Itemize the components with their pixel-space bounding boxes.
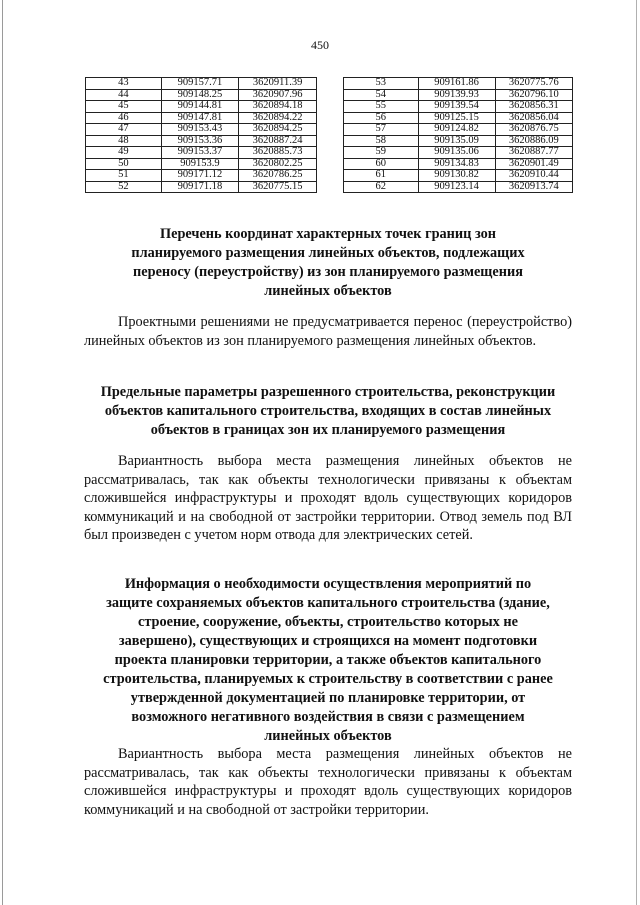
point-number-cell: 43 (86, 78, 162, 90)
coordinate-row (86, 89, 317, 101)
point-number-cell: 47 (86, 124, 162, 136)
heading-line: строение, сооружение, объекты, строительство которых не (138, 614, 518, 630)
point-number-cell: 60 (344, 158, 419, 170)
y-coordinate-cell: 3620901.49 (495, 158, 572, 170)
point-number-cell: 57 (344, 124, 419, 136)
point-number-cell: 54 (344, 89, 419, 101)
heading-line: возможного негативного воздействия в связи с размещением (131, 709, 525, 725)
point-number-cell: 58 (344, 135, 419, 147)
section2-text: Вариантность выбора места размещения линейных объектов не рассматривалась, так как объекты технологически привязаны к объектам сложившейся инфраструктуры и проходят вдоль существующих коридоров коммуникаций и на свободной от застройки территории. Отвод земель под ВЛ был произведен с учетом норм отвода для электрических сетей. (84, 453, 572, 544)
point-number-cell: 44 (86, 89, 162, 101)
y-coordinate-cell: 3620894.22 (239, 112, 317, 124)
section3-text: Вариантность выбора места размещения линейных объектов не рассматривалась, так как объекты технологически привязаны к объектам сложившейся инфраструктуры и проходят вдоль существующих коридоров коммуникаций и на свободной от застройки территории. (84, 746, 572, 818)
x-coordinate-cell: 909123.14 (418, 181, 495, 193)
y-coordinate-cell: 3620775.76 (495, 78, 572, 90)
x-coordinate-cell: 909153.37 (161, 147, 239, 159)
coordinate-row (344, 147, 573, 159)
section2-heading (84, 383, 572, 440)
y-coordinate-cell: 3620913.74 (495, 181, 572, 193)
y-coordinate-cell: 3620910.44 (495, 170, 572, 182)
section1-heading (84, 225, 572, 301)
y-coordinate-cell: 3620911.39 (239, 78, 317, 90)
page-number: 450 (311, 38, 329, 52)
coordinate-row (344, 158, 573, 170)
coordinate-row (344, 78, 573, 90)
scan-edge-left (2, 0, 3, 905)
point-number-cell: 61 (344, 170, 419, 182)
section1-text: Проектными решениями не предусматривается перенос (переустройство) линейных объектов из зон планируемого размещения линейных объектов. (84, 314, 572, 349)
y-coordinate-cell: 3620887.77 (495, 147, 572, 159)
heading-line: проекта планировки территории, а также объектов капитального (114, 652, 542, 668)
coordinate-row (344, 89, 573, 101)
coordinate-row (344, 135, 573, 147)
point-number-cell: 45 (86, 101, 162, 113)
point-number-cell: 52 (86, 181, 162, 193)
y-coordinate-cell: 3620885.73 (239, 147, 317, 159)
coordinate-row (344, 170, 573, 182)
x-coordinate-cell: 909125.15 (418, 112, 495, 124)
y-coordinate-cell: 3620894.18 (239, 101, 317, 113)
point-number-cell: 51 (86, 170, 162, 182)
y-coordinate-cell: 3620886.09 (495, 135, 572, 147)
x-coordinate-cell: 909148.25 (161, 89, 239, 101)
x-coordinate-cell: 909124.82 (418, 124, 495, 136)
x-coordinate-cell: 909139.54 (418, 101, 495, 113)
coordinate-row (86, 101, 317, 113)
y-coordinate-cell: 3620796.10 (495, 89, 572, 101)
x-coordinate-cell: 909134.83 (418, 158, 495, 170)
x-coordinate-cell: 909135.06 (418, 147, 495, 159)
point-number-cell: 48 (86, 135, 162, 147)
coordinates-table-right (343, 77, 573, 193)
scan-edge-right (636, 0, 637, 905)
coordinates-table-left (85, 77, 317, 193)
heading-line: планируемого размещения линейных объектов, подлежащих (131, 245, 525, 261)
heading-line: защите сохраняемых объектов капитального строительства (здание, (106, 595, 550, 611)
heading-line: завершено), существующих и строящихся на момент подготовки (118, 633, 538, 649)
x-coordinate-cell: 909135.09 (418, 135, 495, 147)
heading-line: строительства, планируемых к строительству в соответствии с ранее (103, 671, 553, 687)
coordinate-row (86, 112, 317, 124)
point-number-cell: 59 (344, 147, 419, 159)
heading-line: Информация о необходимости осуществления мероприятий по (124, 576, 532, 592)
point-number-cell: 53 (344, 78, 419, 90)
coordinate-row (86, 158, 317, 170)
point-number-cell: 56 (344, 112, 419, 124)
heading-line: линейных объектов (264, 728, 392, 744)
x-coordinate-cell: 909130.82 (418, 170, 495, 182)
coordinate-row (86, 78, 317, 90)
y-coordinate-cell: 3620907.96 (239, 89, 317, 101)
coordinate-row (86, 124, 317, 136)
coordinate-row (86, 135, 317, 147)
x-coordinate-cell: 909161.86 (418, 78, 495, 90)
x-coordinate-cell: 909171.12 (161, 170, 239, 182)
heading-line: объектов капитального строительства, входящих в состав линейных (104, 403, 552, 419)
x-coordinate-cell: 909171.18 (161, 181, 239, 193)
x-coordinate-cell: 909139.93 (418, 89, 495, 101)
heading-line: линейных объектов (264, 283, 392, 299)
y-coordinate-cell: 3620876.75 (495, 124, 572, 136)
coordinate-row (344, 112, 573, 124)
coordinate-row (344, 124, 573, 136)
x-coordinate-cell: 909153.9 (161, 158, 239, 170)
point-number-cell: 49 (86, 147, 162, 159)
point-number-cell: 50 (86, 158, 162, 170)
y-coordinate-cell: 3620786.25 (239, 170, 317, 182)
section3-heading (84, 575, 572, 746)
y-coordinate-cell: 3620894.25 (239, 124, 317, 136)
y-coordinate-cell: 3620856.31 (495, 101, 572, 113)
x-coordinate-cell: 909144.81 (161, 101, 239, 113)
x-coordinate-cell: 909157.71 (161, 78, 239, 90)
coordinate-row (344, 101, 573, 113)
coordinate-row (86, 147, 317, 159)
coordinate-row (86, 181, 317, 193)
y-coordinate-cell: 3620802.25 (239, 158, 317, 170)
heading-line: переносу (переустройству) из зон планируемого размещения (133, 264, 523, 280)
coordinate-row (86, 170, 317, 182)
point-number-cell: 55 (344, 101, 419, 113)
y-coordinate-cell: 3620775.15 (239, 181, 317, 193)
y-coordinate-cell: 3620856.04 (495, 112, 572, 124)
x-coordinate-cell: 909147.81 (161, 112, 239, 124)
heading-line: Перечень координат характерных точек границ зон (159, 226, 497, 242)
heading-line: объектов в границах зон их планируемого размещения (150, 422, 506, 438)
heading-line: Предельные параметры разрешенного строительства, реконструкции (100, 384, 556, 400)
heading-line: утвержденной документацией по планировке территории, от (130, 690, 526, 706)
x-coordinate-cell: 909153.36 (161, 135, 239, 147)
point-number-cell: 46 (86, 112, 162, 124)
coordinate-row (344, 181, 573, 193)
point-number-cell: 62 (344, 181, 419, 193)
y-coordinate-cell: 3620887.24 (239, 135, 317, 147)
x-coordinate-cell: 909153.43 (161, 124, 239, 136)
